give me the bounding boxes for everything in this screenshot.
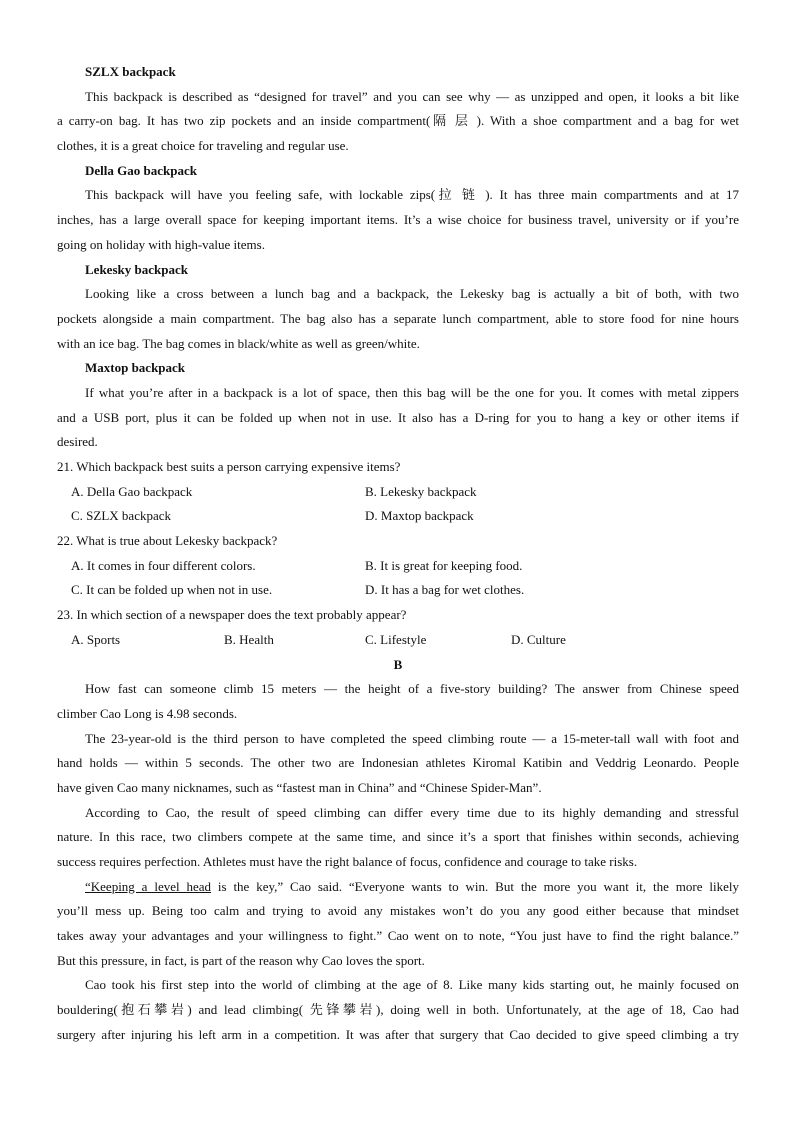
text-line: have given Cao many nicknames, such as “fastest man in China” and “Chinese Spider-Man”.: [57, 779, 542, 795]
text-line: you’ll mess up. Being too calm and trying to avoid any mistakes won’t do you any good either because that mindset: [57, 903, 739, 919]
text-line: takes away your advantages and your willingness to fight.” Cao went on to note, “You just have to find the right balance.”: [57, 928, 739, 944]
text-line: inches, has a large overall space for keeping important items. It’s a wise choice for business travel, university or if you’re: [57, 212, 739, 228]
answer-option[interactable]: D. Culture: [511, 631, 566, 647]
question-stem: 21. Which backpack best suits a person carrying expensive items?: [57, 459, 401, 474]
text-line: According to Cao, the result of speed climbing can differ every time due to its highly demanding and stressful: [85, 804, 739, 820]
answer-option[interactable]: B. Lekesky backpack: [365, 483, 477, 499]
answer-option[interactable]: A. Della Gao backpack: [71, 483, 193, 499]
option-row: [57, 628, 739, 653]
question-stem: 23. In which section of a newspaper does the text probably appear?: [57, 607, 407, 623]
text-line: and a USB port, plus it can be folded up when not in use. It also has a D-ring for you to hang a key or other items if: [57, 409, 739, 425]
text-line: bouldering(抱石攀岩) and lead climbing( 先锋攀岩), doing well in both. Unfortunately, at the age of 18, Cao had: [57, 1002, 739, 1018]
text-line: hand holds — within 5 seconds. The other two are Indonesian athletes Kiromal Katibin and Veddrig Leonardo. People: [57, 755, 739, 771]
answer-option[interactable]: C. Lifestyle: [365, 631, 427, 647]
answer-option[interactable]: C. It can be folded up when not in use.: [71, 582, 273, 598]
answer-option[interactable]: C. SZLX backpack: [71, 508, 172, 524]
text-line: a carry-on bag. It has two zip pockets and an inside compartment(隔 层 ). With a shoe compartment and a bag for wet: [57, 113, 739, 129]
text-line: going on holiday with high-value items.: [57, 236, 265, 252]
text-line: This backpack is described as “designed for travel” and you can see why — as unzipped and open, it looks a bit like: [85, 88, 739, 104]
answer-option[interactable]: D. It has a bag for wet clothes.: [365, 582, 525, 598]
answer-option[interactable]: A. Sports: [71, 631, 121, 647]
text-line: clothes, it is a great choice for traveling and regular use.: [57, 138, 349, 154]
option-row: [57, 578, 739, 603]
text-line: pockets alongside a main compartment. The bag also has a separate lunch compartment, able to store food for nine hours: [57, 310, 739, 326]
answer-option[interactable]: D. Maxtop backpack: [365, 508, 474, 524]
text-line: with an ice bag. The bag comes in black/white as well as green/white.: [57, 335, 420, 351]
text-line: Looking like a cross between a lunch bag and a backpack, the Lekesky bag is actually a bit of both, with two: [85, 286, 739, 302]
section-heading: SZLX backpack: [85, 64, 176, 79]
underlined-quote: “Keeping a level head: [85, 878, 212, 894]
option-row: [57, 480, 739, 505]
exam-page: [57, 60, 739, 1048]
answer-option[interactable]: B. Health: [224, 631, 274, 647]
text-line: nature. In this race, two climbers compete at the same time, and since it’s a sport that finishes within seconds, achieving: [57, 829, 739, 845]
question-stem: 22. What is true about Lekesky backpack?: [57, 533, 278, 549]
text-line: climber Cao Long is 4.98 seconds.: [57, 705, 238, 721]
section-heading: Della Gao backpack: [85, 162, 197, 178]
passage-title: B: [393, 656, 403, 672]
text-line: If what you’re after in a backpack is a lot of space, then this bag will be the one for you. It comes with metal zippers: [85, 384, 739, 400]
text-line: surgery after injuring his left arm in a competition. It was after that surgery that Cao decided to give speed climbing a try: [57, 1026, 739, 1042]
section-heading: Lekesky backpack: [85, 261, 188, 277]
section-heading: Maxtop backpack: [85, 360, 186, 376]
answer-option[interactable]: B. It is great for keeping food.: [365, 557, 523, 573]
answer-option[interactable]: A. It comes in four different colors.: [71, 557, 256, 573]
text-line: How fast can someone climb 15 meters — the height of a five-story building? The answer from Chinese speed: [85, 681, 739, 697]
option-row: [57, 554, 739, 579]
text-line: [57, 875, 739, 900]
text-span: is the key,” Cao said. “Everyone wants to win. But the more you want it, the more likely: [211, 878, 739, 894]
text-line: desired.: [57, 434, 98, 450]
text-line: Cao took his first step into the world of climbing at the age of 8. Like many kids starting out, he mainly focused on: [85, 977, 739, 993]
text-line: But this pressure, in fact, is part of the reason why Cao loves the sport.: [57, 952, 425, 968]
text-line: success requires perfection. Athletes must have the right balance of focus, confidence and courage to take risks.: [57, 854, 638, 869]
option-row: [57, 504, 739, 529]
text-line: This backpack will have you feeling safe, with lockable zips(拉 链 ). It has three main compartments and at 17: [85, 187, 739, 203]
text-line: The 23-year-old is the third person to have completed the speed climbing route — a 15-meter-tall wall with foot and: [85, 730, 739, 746]
